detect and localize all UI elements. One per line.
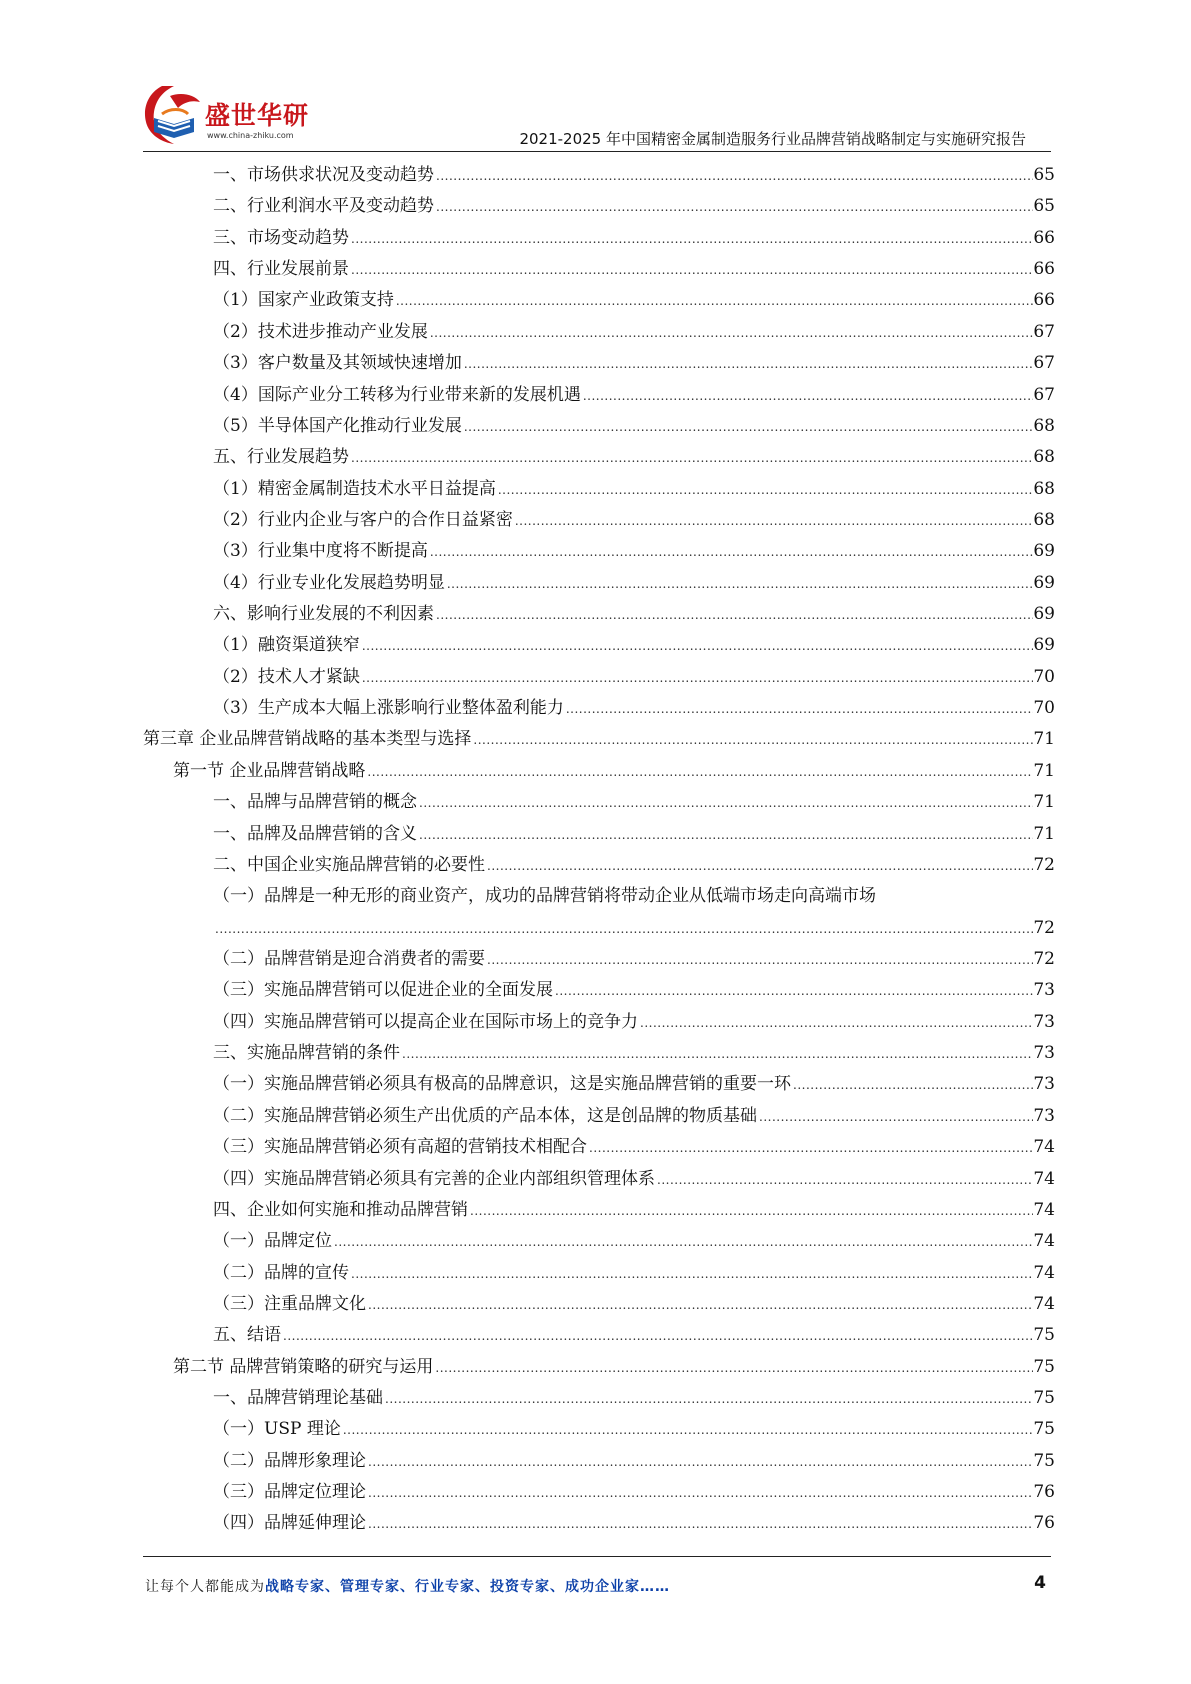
toc-entry[interactable] [143,819,1055,850]
toc-entry-title: 二、行业利润水平及变动趋势 [213,196,434,217]
toc-entry-page: 73 [1033,980,1055,1001]
toc-leader-dots [349,1258,1033,1290]
toc-entry[interactable] [143,348,1055,379]
toc-entry-title: （一）USP 理论 [213,1419,341,1440]
toc-entry-page: 71 [1033,760,1055,781]
toc-entry-title: （二）品牌形象理论 [213,1450,366,1471]
toc-entry-title: （5）半导体国产化推动行业发展 [213,415,462,436]
toc-entry-page: 75 [1033,1325,1055,1346]
toc-entry[interactable] [143,1258,1055,1289]
toc-leader-dots [428,536,1034,568]
toc-entry-page: 75 [1033,1388,1055,1409]
toc-entry[interactable] [143,944,1055,975]
toc-leader-dots [485,944,1033,976]
toc-entry-page: 69 [1033,604,1055,625]
toc-leader-dots [417,819,1033,851]
toc-entry[interactable] [143,630,1055,661]
toc-entry-title: 五、结语 [213,1325,281,1346]
toc-leader-dots [365,756,1033,788]
toc-entry[interactable] [143,1101,1055,1132]
toc-entry[interactable] [143,724,1055,755]
toc-entry[interactable] [143,1289,1055,1320]
toc-leader-dots [462,348,1034,380]
toc-leader-dots [655,1164,1033,1196]
toc-leader-dots [581,380,1034,412]
toc-leader-dots [434,160,1033,192]
toc-entry[interactable] [143,1352,1055,1383]
toc-entry[interactable] [143,254,1055,285]
toc-entry-title: （3）客户数量及其领域快速增加 [213,353,462,374]
toc-entry-page: 72 [1033,854,1055,875]
toc-leader-dots [366,1477,1033,1509]
toc-leader-dots [434,599,1033,631]
toc-entry[interactable] [143,1226,1055,1257]
toc-leader-dots [366,1508,1033,1540]
footer-slogan-prefix: 让每个人都能成为 [145,1579,265,1595]
toc-entry-title: 一、品牌与品牌营销的概念 [213,792,417,813]
toc-entry-page: 75 [1033,1356,1055,1377]
toc-entry-page: 76 [1033,1513,1055,1534]
toc-entry-page: 66 [1033,227,1055,248]
toc-entry-page: 67 [1033,353,1055,374]
toc-entry-title: （4）行业专业化发展趋势明显 [213,572,445,593]
brand-url: www.china-zhiku.com [207,131,294,140]
toc-entry-title: （3）生产成本大幅上涨影响行业整体盈利能力 [213,698,564,719]
toc-entry-title: 二、中国企业实施品牌营销的必要性 [213,854,485,875]
toc-entry-title: 第三章 企业品牌营销战略的基本类型与选择 [143,729,472,750]
toc-entry-title: 六、影响行业发展的不利因素 [213,604,434,625]
toc-entry-title: （2）行业内企业与客户的合作日益紧密 [213,509,513,530]
toc-leader-dots [462,411,1034,443]
toc-entry-page: 75 [1033,1450,1055,1471]
toc-entry[interactable] [143,568,1055,599]
toc-leader-dots [366,1446,1033,1478]
toc-leader-dots [757,1101,1033,1133]
toc-entry-title: （四）实施品牌营销必须具有完善的企业内部组织管理体系 [213,1168,655,1189]
toc-entry-title: 第二节 品牌营销策略的研究与运用 [173,1356,434,1377]
toc-entry[interactable] [143,505,1055,536]
toc-entry[interactable] [143,380,1055,411]
toc-entry[interactable] [143,474,1055,505]
toc-leader-dots [400,1038,1033,1070]
toc-entry[interactable] [143,1195,1055,1226]
toc-entry-page: 71 [1033,823,1055,844]
table-of-contents [143,160,1055,1540]
toc-entry-page: 74 [1033,1168,1055,1189]
toc-leader-dots [471,724,1033,756]
toc-leader-dots [553,975,1033,1007]
toc-entry-title: （四）实施品牌营销可以提高企业在国际市场上的竞争力 [213,1011,638,1032]
toc-entry[interactable] [143,223,1055,254]
toc-entry-title: （1）融资渠道狭窄 [213,635,360,656]
toc-entry-page: 73 [1033,1043,1055,1064]
toc-leader-dots [587,1132,1033,1164]
toc-entry[interactable] [143,1477,1055,1508]
toc-entry[interactable] [143,1069,1055,1100]
toc-leader-dots [281,1320,1033,1352]
toc-entry-title: 五、行业发展趋势 [213,447,349,468]
toc-entry-title: （一）实施品牌营销必须具有极高的品牌意识，这是实施品牌营销的重要一环 [213,1074,791,1095]
toc-entry[interactable] [143,1038,1055,1069]
toc-entry[interactable] [143,536,1055,567]
toc-entry[interactable] [143,1446,1055,1477]
toc-leader-dots [349,442,1033,474]
header-divider [143,151,1051,152]
toc-leader-dots [360,630,1034,662]
toc-leader-dots [394,285,1034,317]
toc-entry[interactable] [143,442,1055,473]
toc-leader-dots [496,474,1034,506]
toc-entry-page: 71 [1033,792,1055,813]
toc-entry[interactable] [143,191,1055,222]
toc-entry-page: 74 [1033,1262,1055,1283]
toc-entry-page: 70 [1033,698,1055,719]
toc-entry-page: 69 [1033,572,1055,593]
toc-leader-dots [791,1069,1033,1101]
toc-leader-dots [417,787,1033,819]
toc-entry[interactable] [143,850,1055,881]
toc-entry-page: 69 [1033,635,1055,656]
toc-leader-dots [433,1352,1033,1384]
toc-entry-page: 66 [1033,290,1055,311]
toc-leader-dots [445,568,1034,600]
toc-leader-dots [638,1007,1033,1039]
toc-leader-dots [428,317,1034,349]
toc-entry-title: 三、市场变动趋势 [213,227,349,248]
toc-entry-title: （三）实施品牌营销必须有高超的营销技术相配合 [213,1137,587,1158]
toc-entry-title: 四、企业如何实施和推动品牌营销 [213,1199,468,1220]
toc-entry[interactable] [143,881,1055,944]
toc-entry[interactable] [143,756,1055,787]
toc-entry[interactable] [143,662,1055,693]
toc-entry-page: 67 [1033,321,1055,342]
toc-entry-title: 一、品牌营销理论基础 [213,1388,383,1409]
toc-entry-page: 73 [1033,1105,1055,1126]
toc-entry-page: 72 [1033,948,1055,969]
toc-entry[interactable] [143,285,1055,316]
toc-entry[interactable] [143,1383,1055,1414]
toc-entry-title: （1）国家产业政策支持 [213,290,394,311]
toc-entry[interactable] [143,1132,1055,1163]
toc-entry-title: （三）品牌定位理论 [213,1482,366,1503]
toc-entry-title: （三）实施品牌营销可以促进企业的全面发展 [213,980,553,1001]
brand-name: 盛世华研 [205,101,310,130]
toc-entry-page: 74 [1033,1137,1055,1158]
toc-entry-page: 76 [1033,1482,1055,1503]
toc-entry-page: 74 [1033,1199,1055,1220]
toc-entry-page: 73 [1033,1011,1055,1032]
toc-entry-title: （一）品牌是一种无形的商业资产，成功的品牌营销将带动企业从低端市场走向高端市场 [213,886,876,907]
toc-entry-title: 一、市场供求状况及变动趋势 [213,165,434,185]
toc-leader-dots [564,693,1034,725]
toc-entry[interactable] [143,1508,1055,1539]
toc-entry-page: 74 [1033,1293,1055,1314]
footer-slogan-highlight: 战略专家、管理专家、行业专家、投资专家、成功企业家…… [265,1579,670,1595]
toc-entry-title: （二）实施品牌营销必须生产出优质的产品本体，这是创品牌的物质基础 [213,1105,757,1126]
toc-entry[interactable] [143,693,1055,724]
toc-entry-title: 一、品牌及品牌营销的含义 [213,823,417,844]
toc-entry[interactable] [143,317,1055,348]
toc-entry[interactable] [143,599,1055,630]
toc-entry-title: （2）技术人才紧缺 [213,666,360,687]
toc-entry-title: 三、实施品牌营销的条件 [213,1043,400,1064]
toc-entry-page: 66 [1033,259,1055,280]
toc-entry[interactable] [143,411,1055,442]
toc-leader-dots [485,850,1033,882]
toc-leader-dots [341,1414,1034,1446]
toc-entry-title: （二）品牌的宣传 [213,1262,349,1283]
toc-entry[interactable] [143,160,1055,191]
toc-entry-page: 67 [1033,384,1055,405]
toc-entry[interactable] [143,1414,1055,1445]
toc-entry-page: 68 [1033,447,1055,468]
toc-entry[interactable] [143,1320,1055,1351]
toc-entry-page: 65 [1033,165,1055,185]
toc-leader-dots [360,662,1034,694]
report-title: 2021-2025 年中国精密金属制造服务行业品牌营销战略制定与实施研究报告 [519,130,1026,148]
toc-leader-dots [213,913,1033,945]
toc-entry-page: 69 [1033,541,1055,562]
toc-entry-page: 68 [1033,415,1055,436]
toc-entry-page: 65 [1033,196,1055,217]
toc-entry-title: （1）精密金属制造技术水平日益提高 [213,478,496,499]
toc-leader-dots [366,1289,1033,1321]
toc-entry-page: 68 [1033,478,1055,499]
toc-entry-title: （二）品牌营销是迎合消费者的需要 [213,948,485,969]
toc-entry-page: 70 [1033,666,1055,687]
toc-entry-title: 第一节 企业品牌营销战略 [173,760,366,781]
toc-entry[interactable] [143,1164,1055,1195]
toc-entry-title: 四、行业发展前景 [213,259,349,280]
toc-entry-title: （四）品牌延伸理论 [213,1513,366,1534]
toc-entry-title: （2）技术进步推动产业发展 [213,321,428,342]
toc-entry[interactable] [143,1007,1055,1038]
footer-slogan [145,1576,670,1596]
toc-leader-dots [434,191,1033,223]
toc-leader-dots [349,254,1033,286]
toc-entry-title: （三）注重品牌文化 [213,1293,366,1314]
toc-entry[interactable] [143,787,1055,818]
toc-entry-page: 73 [1033,1074,1055,1095]
footer-divider [143,1556,1051,1557]
toc-leader-dots [468,1195,1033,1227]
toc-entry-page: 68 [1033,509,1055,530]
toc-entry-page: 71 [1033,729,1055,750]
toc-leader-dots [332,1226,1033,1258]
toc-entry-page: 74 [1033,1231,1055,1252]
toc-entry-title: （4）国际产业分工转移为行业带来新的发展机遇 [213,384,581,405]
page-number: 4 [1034,1573,1046,1593]
toc-leader-dots [513,505,1034,537]
toc-leader-dots [383,1383,1033,1415]
toc-leader-dots [349,223,1033,255]
toc-entry-page: 75 [1033,1419,1055,1440]
toc-entry-page: 72 [1033,917,1055,938]
toc-entry-title: （一）品牌定位 [213,1231,332,1252]
toc-entry-title: （3）行业集中度将不断提高 [213,541,428,562]
toc-entry[interactable] [143,975,1055,1006]
